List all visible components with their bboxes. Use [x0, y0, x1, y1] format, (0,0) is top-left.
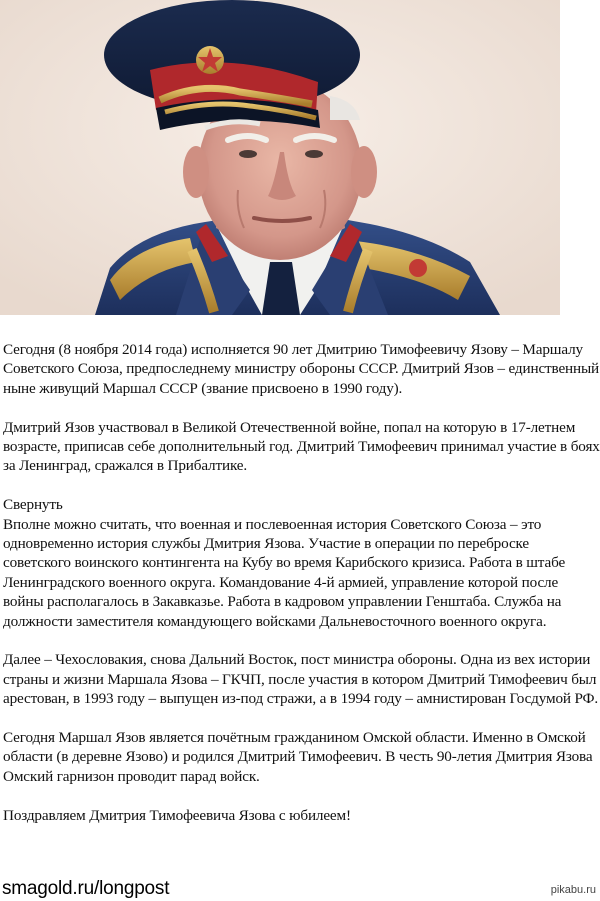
portrait-illustration	[0, 0, 560, 315]
article-body	[3, 340, 600, 844]
article-paragraph-closing: Поздравляем Дмитрия Тимофеевича Язова с юбилеем!	[3, 806, 351, 824]
marshal-portrait-photo	[0, 0, 560, 315]
collapse-link[interactable]: Свернуть	[3, 496, 63, 514]
site-watermark: pikabu.ru	[550, 884, 596, 896]
article-paragraph: Сегодня Маршал Язов является почётным гражданином Омской области. Именно в Омской области (в деревне Язово) и родился Дмитрий Тимофеевич. В честь 90-летия Дмитрия Язова Омский гарнизон проводит парад войск.	[3, 729, 593, 785]
article-paragraph: Сегодня (8 ноября 2014 года) исполняется 90 лет Дмитрию Тимофеевичу Язову – Маршалу Советского Союза, предпоследнему министру обороны СССР. Дмитрий Язов – единственный ныне живущий Маршал СССР (звание присвоено в 1990 году).	[3, 341, 600, 397]
source-caption: smagold.ru/longpost	[2, 878, 170, 899]
article-paragraph: Вполне можно считать, что военная и послевоенная история Советского Союза – это одновременно история службы Дмитрия Язова. Участие в операции по переброске советского воинского контингента на Кубу во время Карибского кризиса. Работа в штабе Ленинградского военного округа. Командование 4-й армией, управление которой после войны располагалось в Закавказье. Работа в кадровом управлении Генштаба. Служба на должности заместителя командующего войсками Дальневосточного военного округа.	[3, 515, 566, 630]
article-paragraph: Далее – Чехословакия, снова Дальний Восток, пост министра обороны. Одна из вех истории страны и жизни Маршала Язова – ГКЧП, после участия в котором Дмитрий Тимофеевич был арестован, в 1993 году – выпущен из-под стражи, а в 1994 году – амнистирован Госдумой РФ.	[3, 651, 599, 708]
article-paragraph: Дмитрий Язов участвовал в Великой Отечественной войне, попал на которую в 17-летнем возрасте, приписав себе дополнительный год. Дмитрий Тимофеевич принимал участие в боях за Ленинград, сражался в Прибалтике.	[3, 418, 600, 475]
